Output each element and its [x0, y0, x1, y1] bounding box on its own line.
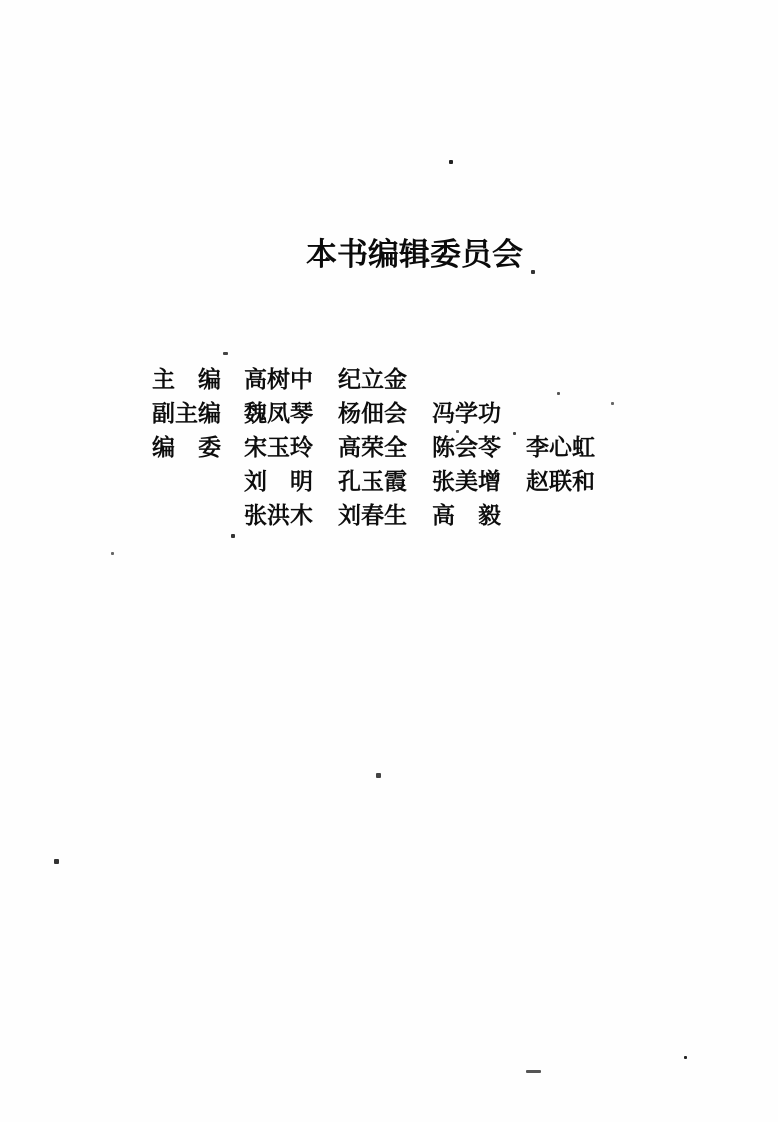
scan-speckle [557, 392, 560, 395]
member-name: 魏凤琴 [244, 399, 313, 426]
member-name: 孔玉霞 [338, 467, 407, 494]
scan-speckle [456, 430, 459, 433]
member-name: 刘 明 [244, 467, 313, 494]
member-name: 张洪木 [244, 501, 313, 528]
scan-speckle [513, 432, 516, 435]
committee-row [152, 428, 620, 462]
member-name: 宋玉玲 [244, 433, 313, 460]
scan-speckle [684, 1056, 687, 1059]
member-name: 陈会苓 [432, 433, 501, 460]
committee-row [152, 360, 620, 394]
member-name: 纪立金 [338, 365, 407, 392]
scan-speckle [611, 402, 614, 405]
committee-row [152, 462, 620, 496]
member-name: 张美增 [432, 467, 501, 494]
member-name: 高树中 [244, 365, 313, 392]
scan-speckle [376, 773, 381, 778]
member-name: 高荣全 [338, 433, 407, 460]
committee-list [152, 360, 620, 530]
member-name: 杨佃会 [338, 399, 407, 426]
role-label: 副主编 [152, 399, 221, 426]
scan-speckle [223, 352, 228, 355]
scan-speckle [231, 534, 235, 538]
member-name: 冯学功 [432, 399, 501, 426]
scan-speckle [531, 270, 535, 274]
scan-speckle [54, 859, 59, 864]
page-title: 本书编辑委员会 [306, 237, 523, 272]
member-name: 李心虹 [526, 433, 595, 460]
scan-dash [526, 1070, 541, 1073]
member-name: 刘春生 [338, 501, 407, 528]
scan-speckle [111, 552, 114, 555]
role-label: 编 委 [152, 433, 221, 460]
role-label: 主 编 [152, 365, 221, 392]
committee-row [152, 496, 620, 530]
member-name: 赵联和 [526, 467, 595, 494]
member-name: 高 毅 [432, 501, 501, 528]
scan-speckle [449, 160, 453, 164]
committee-row [152, 394, 620, 428]
